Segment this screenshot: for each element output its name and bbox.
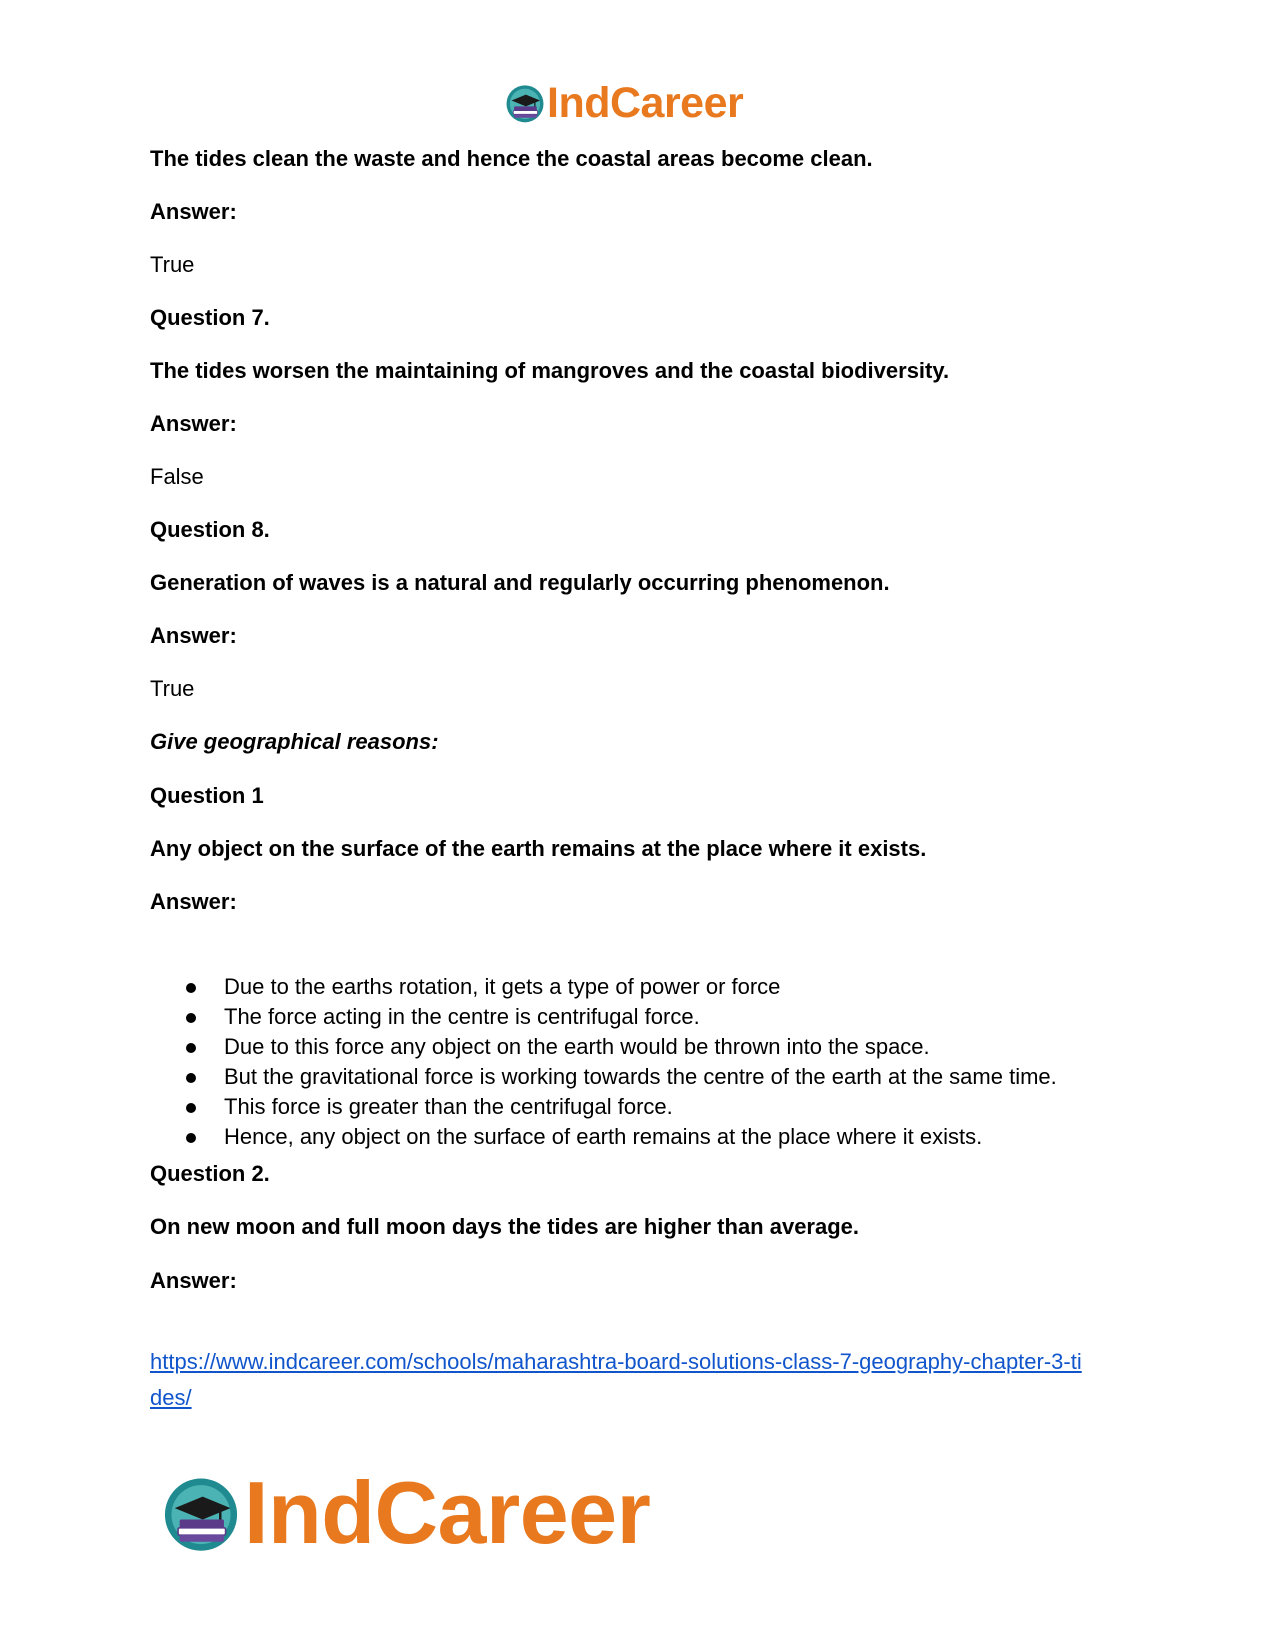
answer-value: False bbox=[150, 464, 204, 489]
bullet-icon bbox=[186, 1013, 196, 1023]
answer-label: Answer: bbox=[150, 411, 237, 436]
list-item-text: Due to the earths rotation, it gets a type of power or force bbox=[224, 974, 781, 999]
statement-text: Any object on the surface of the earth remains at the place where it exists. bbox=[150, 836, 927, 861]
list-item bbox=[150, 972, 1057, 1002]
list-item-text: The force acting in the centre is centrifugal force. bbox=[224, 1004, 700, 1029]
question-heading: Question 8. bbox=[150, 517, 270, 542]
answer-label: Answer: bbox=[150, 1268, 237, 1293]
list-item-text: This force is greater than the centrifugal force. bbox=[224, 1094, 673, 1119]
answer-bullet-list bbox=[150, 972, 1057, 1152]
bullet-icon bbox=[186, 1043, 196, 1053]
footer-logo bbox=[160, 1463, 651, 1562]
list-item-text: But the gravitational force is working towards the centre of the earth at the same time. bbox=[224, 1064, 1057, 1089]
list-item bbox=[150, 1062, 1057, 1092]
bullet-icon bbox=[186, 1073, 196, 1083]
footer-logo-text: IndCareer bbox=[244, 1463, 651, 1562]
header-logo-text: IndCareer bbox=[547, 79, 744, 127]
bullet-icon bbox=[186, 1133, 196, 1143]
header-logo bbox=[504, 80, 743, 126]
statement-text: The tides worsen the maintaining of mangroves and the coastal biodiversity. bbox=[150, 358, 950, 383]
list-item-text: Due to this force any object on the earth would be thrown into the space. bbox=[224, 1034, 930, 1059]
question-heading: Question 7. bbox=[150, 305, 270, 330]
source-link-continued[interactable]: des/ bbox=[150, 1385, 192, 1410]
answer-value: True bbox=[150, 676, 195, 701]
bullet-icon bbox=[186, 1103, 196, 1113]
answer-label: Answer: bbox=[150, 889, 237, 914]
list-item bbox=[150, 1002, 1057, 1032]
question-heading: Question 1 bbox=[150, 783, 264, 808]
statement-text: On new moon and full moon days the tides are higher than average. bbox=[150, 1214, 860, 1239]
list-item bbox=[150, 1092, 1057, 1122]
section-heading: Give geographical reasons: bbox=[150, 729, 439, 754]
list-item-text: Hence, any object on the surface of earth remains at the place where it exists. bbox=[224, 1124, 983, 1149]
question-heading: Question 2. bbox=[150, 1161, 270, 1186]
bullet-icon bbox=[186, 983, 196, 993]
statement-text: Generation of waves is a natural and regularly occurring phenomenon. bbox=[150, 570, 890, 595]
graduation-cap-books-globe-icon bbox=[504, 82, 546, 124]
statement-text: The tides clean the waste and hence the coastal areas become clean. bbox=[150, 146, 873, 171]
answer-label: Answer: bbox=[150, 199, 237, 224]
list-item bbox=[150, 1122, 1057, 1152]
answer-value: True bbox=[150, 252, 195, 277]
graduation-cap-books-globe-icon bbox=[160, 1472, 242, 1554]
list-item bbox=[150, 1032, 1057, 1062]
answer-label: Answer: bbox=[150, 623, 237, 648]
source-link[interactable]: https://www.indcareer.com/schools/maharashtra-board-solutions-class-7-geography-chapter-3-ti bbox=[150, 1349, 1082, 1374]
